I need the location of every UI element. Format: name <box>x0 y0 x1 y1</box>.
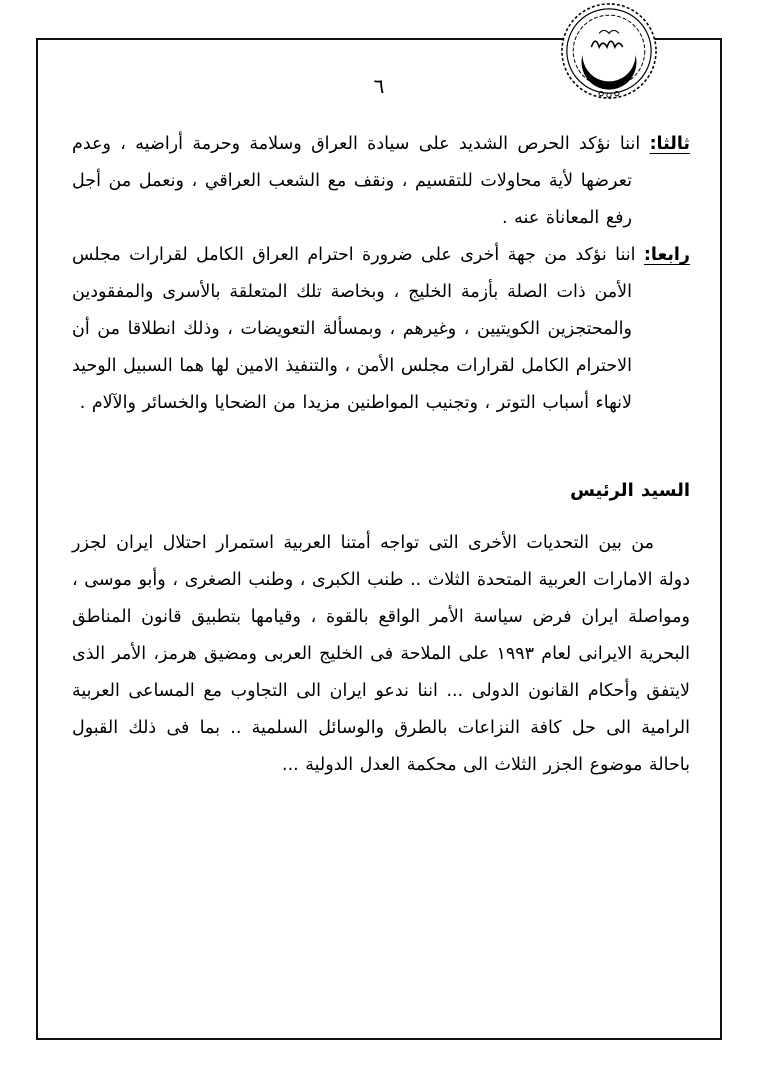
paragraph-address: من بين التحديات الأخرى التى تواجه أمتنا العربية استمرار احتلال ايران لجزر دولة الامارات العربية المتحدة الثلاث .. طنب الكبرى ، وطنب الصغرى ، وأبو موسى ، ومواصلة ايران فرض سياسة الأمر الواقع بالقوة ، وقيامها بتطبيق قانون المناطق البحرية الايرانى لعام ١٩٩٣ على الملاحة فى الخليج العربى ومضيق هرمز، الأمر الذى لايتفق وأحكام القانون الدولى ... اننا ندعو ايران الى التجاوب مع المساعى العربية الرامية الى حل كافة النزاعات بالطرق والوسائل السلمية .. بما فى ذلك القبول باحالة موضوع الجزر الثلاث الى محكمة العدل الدولية ... <box>72 533 690 775</box>
section-heading-mr-president: السيد الرئيس <box>570 480 690 501</box>
page-number: ٦ <box>373 74 385 98</box>
paragraph-fourth <box>72 237 690 422</box>
paragraph-third <box>72 126 690 237</box>
document-body <box>72 126 690 784</box>
paragraph-third-text: اننا نؤكد الحرص الشديد على سيادة العراق وسلامة وحرمة أراضيه ، وعدم تعرضها لأية محاولات للتقسيم ، ونقف مع الشعب العراقي ، ونعمل من أجل رفع المعاناة عنه . <box>72 134 641 228</box>
arab-league-emblem-icon <box>560 2 658 100</box>
paragraph-third-marker: ثالثا: <box>649 134 690 154</box>
paragraph-fourth-text: اننا نؤكد من جهة أخرى على ضرورة احترام العراق الكامل لقرارات مجلس الأمن ذات الصلة بأزمة الخليج ، وبخاصة تلك المتعلقة بالأسرى والمفقودين والمحتجزين الكويتيين ، وغيرهم ، وبمسألة التعويضات ، وذلك انطلاقا من أن الاحترام الكامل لقرارات مجلس الأمن ، والتنفيذ الامين لها هما السبيل الوحيد لانهاء أسباب التوتر ، وتجنيب المواطنين مزيدا من الضحايا والخسائر والآلام . <box>72 245 636 413</box>
paragraph-fourth-marker: رابعا: <box>643 245 690 265</box>
